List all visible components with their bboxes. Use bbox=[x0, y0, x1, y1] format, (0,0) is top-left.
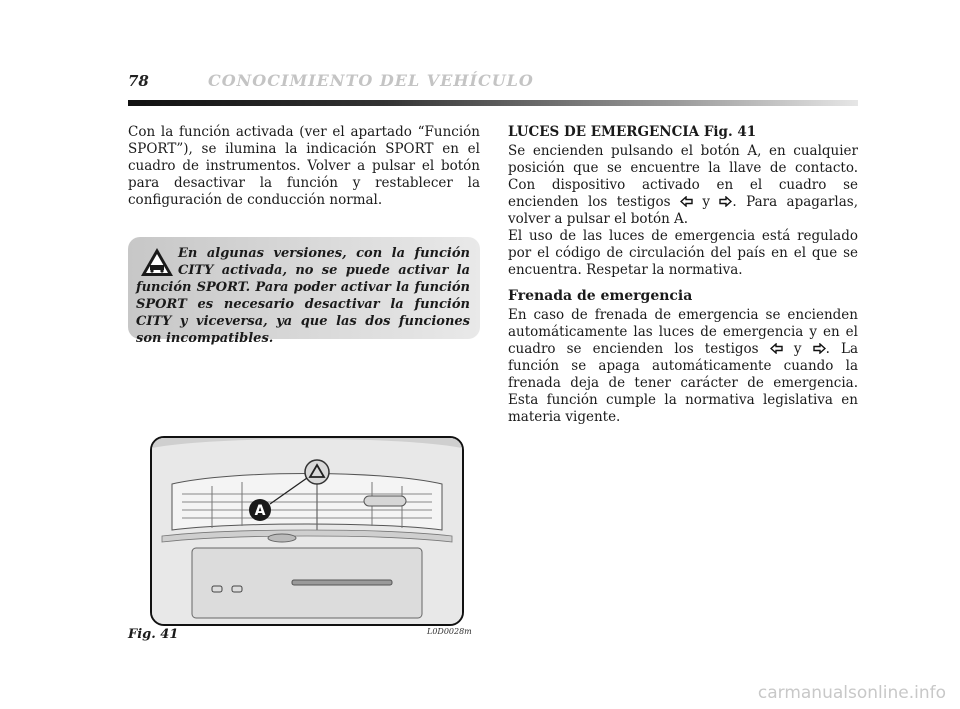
section-title: CONOCIMIENTO DEL VEHÍCULO bbox=[208, 71, 534, 90]
hazard-p1-text-a: Se encienden pulsando el botón A, en cualquier posición que se encuentre la llave de contacto. Con dispositivo activado en el cuadro se encienden los testigos bbox=[508, 143, 858, 210]
hazard-paragraph-2: El uso de las luces de emergencia está regulado por el código de circulación del país en el que se encuentra. Respetar la normativa. bbox=[508, 228, 858, 278]
hazard-p1-text-b: . Para apagarlas, volver a pulsar el botón A. bbox=[508, 194, 858, 227]
turn-right-arrow-icon bbox=[813, 343, 826, 354]
warning-text-block bbox=[136, 245, 470, 347]
figure-dashboard-photo bbox=[150, 436, 464, 626]
turn-left-arrow-icon bbox=[680, 196, 693, 207]
right-column bbox=[508, 124, 858, 426]
emergency-braking-heading: Frenada de emergencia bbox=[508, 288, 693, 304]
intro-paragraph: Con la función activada (ver el apartado “Función SPORT”), se ilumina la indicación SPORT en el cuadro de instrumentos. Volver a pulsar el botón para desactivar la función y restablecer la configuración de conducción normal. bbox=[128, 124, 480, 208]
header-rule bbox=[128, 100, 858, 106]
braking-text-b: . La función se apaga automáticamente cuando la frenada deja de tener carácter de emergencia. Esta función cumple la normativa legislativa en materia vigente. bbox=[508, 341, 858, 425]
left-column bbox=[128, 124, 480, 209]
hazard-paragraph-1 bbox=[508, 143, 858, 228]
emergency-braking-paragraph bbox=[508, 307, 858, 426]
warning-text: En algunas versiones, con la función CITY activada, no se puede activar la función SPORT. Para poder activar la función SPORT es necesario desactivar la función CITY y viceversa, ya que las dos funciones son incompatibles. bbox=[136, 246, 470, 346]
callout-label-a: A bbox=[254, 503, 266, 519]
hazard-p1-conj: y bbox=[702, 194, 710, 210]
dashboard-illustration bbox=[152, 438, 462, 624]
figure-code: L0D0028m bbox=[427, 627, 472, 636]
figure-caption: Fig. 41 bbox=[128, 627, 179, 642]
warning-box bbox=[128, 237, 480, 346]
braking-conj: y bbox=[793, 341, 802, 357]
section-heading: LUCES DE EMERGENCIA Fig. 41 bbox=[508, 124, 757, 140]
turn-left-arrow-icon bbox=[770, 343, 783, 354]
braking-text-a: En caso de frenada de emergencia se encienden automáticamente las luces de emergencia y en el cuadro se encienden los testigos bbox=[508, 307, 858, 357]
page-number: 78 bbox=[128, 72, 149, 90]
watermark: carmanualsonline.info bbox=[757, 683, 946, 703]
turn-right-arrow-icon bbox=[719, 196, 732, 207]
